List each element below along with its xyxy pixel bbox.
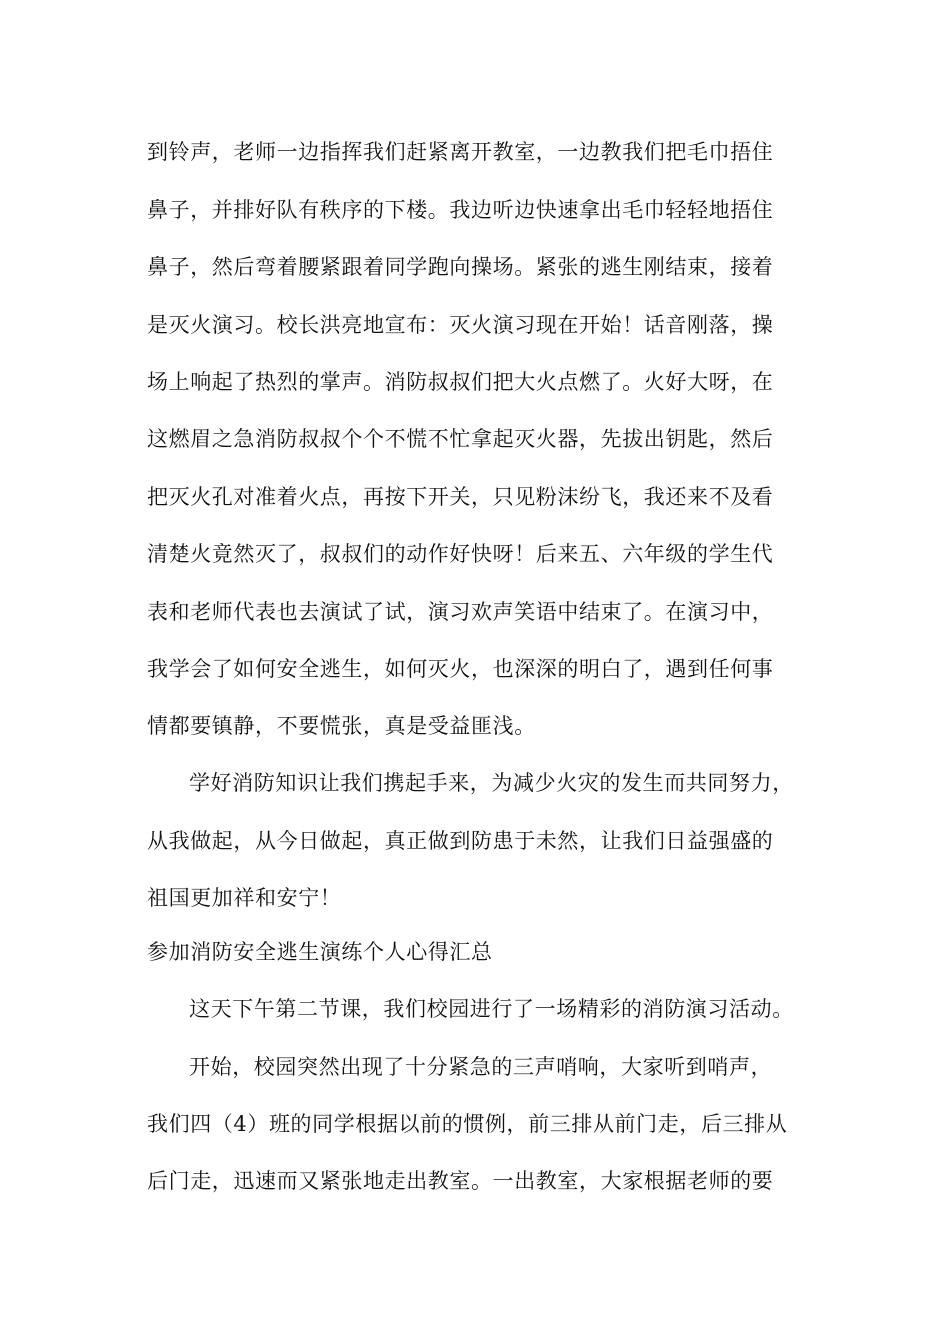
text-line: 场上响起了热烈的掌声。消防叔叔们把大火点燃了。火好大呀，在 [147,370,774,394]
text-line: 表和老师代表也去演试了试，演习欢声笑语中结束了。在演习中， [147,600,774,624]
text-line: 是灭火演习。校长洪亮地宣布：灭火演习现在开始！话音刚落，操 [147,313,774,337]
text-line: 从我做起，从今日做起，真正做到防患于未然，让我们日益强盛的 [147,829,774,853]
paragraph-first-line: 学好消防知识让我们携起手来，为减少火灾的发生而共同努力， [189,771,794,795]
text-line: 到铃声，老师一边指挥我们赶紧离开教室，一边教我们把毛巾捂住 [147,140,774,164]
text-line: 后门走，迅速而又紧张地走出教室。一出教室，大家根据老师的要 [147,1169,774,1193]
text-line: 鼻子，然后弯着腰紧跟着同学跑向操场。紧张的逃生刚结束，接着 [147,255,774,279]
text-line: 这燃眉之急消防叔叔个个不慌不忙拿起灭火器，先拔出钥匙，然后 [147,427,774,451]
paragraph-first-line: 开始，校园突然出现了十分紧急的三声哨响，大家听到哨声， [189,1055,773,1079]
text-line: 祖国更加祥和安宁！ [147,886,342,910]
text-line: 鼻子，并排好队有秩序的下楼。我边听边快速拿出毛巾轻轻地捂住 [147,198,774,222]
text-line: 我们四（4）班的同学根据以前的惯例，前三排从前门走，后三排从 [147,1112,788,1136]
text-line: 清楚火竟然灭了，叔叔们的动作好快呀！后来五、六年级的学生代 [147,542,774,566]
text-line: 情都要镇静，不要慌张，真是受益匪浅。 [147,714,536,738]
section-heading: 参加消防安全逃生演练个人心得汇总 [147,940,493,964]
text-line: 把灭火孔对准着火点，再按下开关，只见粉沫纷飞，我还来不及看 [147,485,774,509]
paragraph-first-line: 这天下午第二节课，我们校园进行了一场精彩的消防演习活动。 [189,997,794,1021]
text-line: 我学会了如何安全逃生，如何灭火，也深深的明白了，遇到任何事 [147,657,774,681]
